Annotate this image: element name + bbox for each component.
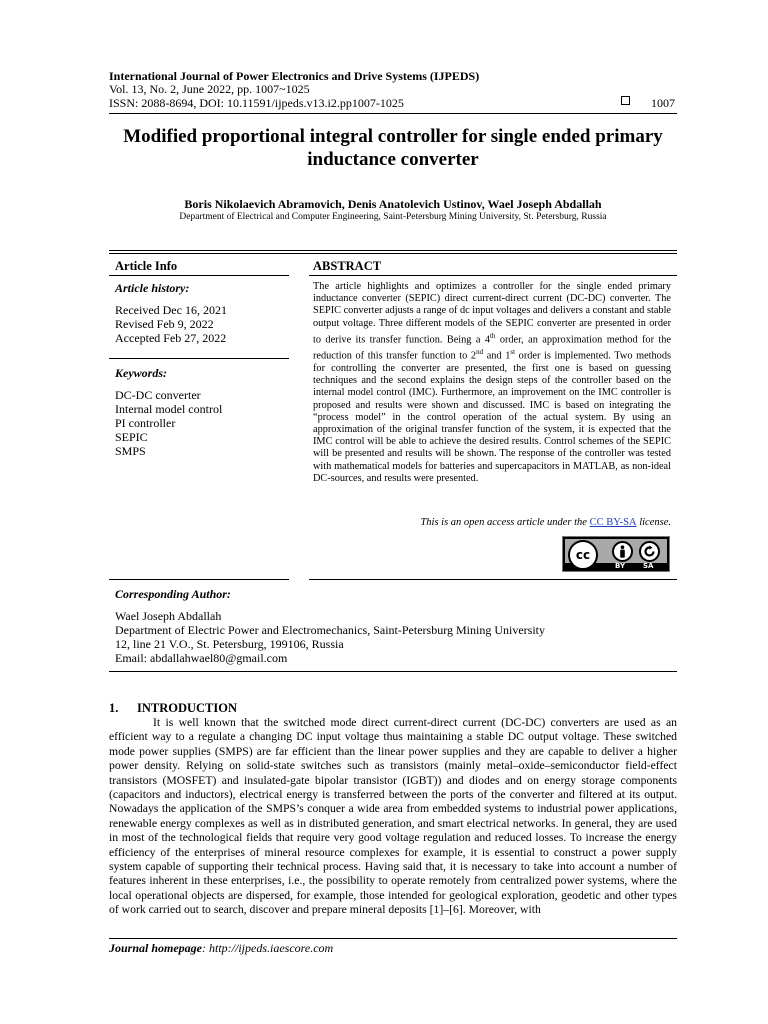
double-rule-bottom	[109, 253, 677, 254]
keywords-heading: Keywords:	[115, 366, 167, 380]
keyword-item: PI controller	[115, 416, 176, 430]
keyword-item: SEPIC	[115, 430, 148, 444]
header-rule	[109, 113, 677, 114]
sa-share-alike-icon	[639, 541, 660, 562]
abstract-bottom-rule	[309, 579, 677, 580]
corresponding-email[interactable]: Email: abdallahwael80@gmail.com	[115, 651, 288, 665]
corresponding-department: Department of Electric Power and Electromechanics, Saint-Petersburg Mining University	[115, 623, 545, 637]
paper-title: Modified proportional integral controller for single ended primary inductance converter	[123, 126, 663, 170]
journal-volume: Vol. 13, No. 2, June 2022, pp. 1007~1025	[109, 82, 310, 96]
journal-homepage[interactable]: Journal homepage: http://ijpeds.iaescore.com	[109, 941, 334, 955]
info-bottom-rule	[109, 579, 289, 580]
corresponding-heading: Corresponding Author:	[115, 587, 231, 601]
abstract-heading: ABSTRACT	[313, 259, 382, 273]
abstract-text: The article highlights and optimizes a controller for the single ended primary inductance converter (SEPIC) direct current-direct current (DC-DC) converter. The SEPIC converter adjusts a range of dc input voltages and delivers a constant and stable output voltage. Three different models of the SEPIC converter are presented in order to derive its transfer function. Being a 4th order, an approximation method for the reduction of this transfer function to 2nd and 1st order is implemented. Two methods for controlling the converter are presented, the first one is based on guessing techniques and the second explains the design steps of the controller based on the internal model control (IMC). Furthermore, an improvement on the IMC controller is proposed and results were shown and discussed. IMC is based on integrating the “process model” in the control operation of the actual system. By using an approximation of the original transfer function of the system, it is expected that the IMC control will be able to achieve the desired results. Control schemes of the SEPIC will be presented and results will be shown. The response of the controller was tested with mathematical models for batteries and supercapacitors in MATLAB, as non-ideal DC-sources, and results were presented.	[313, 281, 672, 484]
corresponding-name: Wael Joseph Abdallah	[115, 609, 222, 623]
journal-name: International Journal of Power Electronics and Drive Systems (IJPEDS)	[109, 69, 480, 83]
by-person-icon	[612, 541, 633, 562]
abstract-rule	[309, 275, 677, 276]
article-history-heading: Article history:	[115, 281, 190, 295]
history-list	[115, 303, 227, 345]
introduction-body	[109, 716, 677, 918]
revised-date: Revised Feb 9, 2022	[115, 317, 214, 331]
introduction-paragraph: It is well known that the switched mode direct current-direct current (DC-DC) converters are used as an efficient way to a regulate a changing DC input voltage thus maintaining a stable DC output voltage. These switched mode power supplies (SMPS) are far efficient than the linear power supplies and they are capable to deliver a higher power density. Relying on solid-state switches such as transistors (mainly metal–oxide–semiconductor field-effect transistors (MOSFET) and insulated-gate bipolar transistor (IGBT)) and diodes and on energy storage components (capacitors and inductors), electrical energy is transferred between the ports of the converter and filtered at its output. Nowadays the application of the SMPS’s conquer a wide area from embedded systems to industrial power applications, renewable energy complexes as well as in distributed generation, and smart electrical networks. In general, they are used in most of the technological fields that require very good voltage regulation and reduced losses. To increase the energy efficiency of the enterprises of mineral resource complexes for example, it is essential to construct a power supply system capable of supporting their technical process. Having said that, it is necessary to take into account a number of features inherent in these enterprises, i.e., the possibility to operate remotely from centralized power systems, where the local operational objects are dispersed, for example, those intended for geological exploration, geodetic and other types of work carried out to search, discover and prepare mineral deposits [1]–[6]. Moreover, with	[109, 716, 677, 917]
issn-doi: ISSN: 2088-8694, DOI: 10.11591/ijpeds.v13.i2.pp1007-1025	[109, 96, 404, 110]
by-label: BY	[615, 562, 626, 570]
article-info-heading: Article Info	[115, 259, 178, 273]
keyword-list	[115, 388, 222, 458]
keyword-item: DC-DC converter	[115, 388, 201, 402]
author-list: Boris Nikolaevich Abramovich, Denis Anatolevich Ustinov, Wael Joseph Abdallah	[184, 197, 602, 211]
cc-logo-icon: cc	[568, 540, 598, 570]
history-rule	[109, 358, 289, 359]
corresponding-rule	[109, 671, 677, 672]
keyword-item: SMPS	[115, 444, 146, 458]
corresponding-address: 12, line 21 V.O., St. Petersburg, 199106, Russia	[115, 637, 344, 651]
sa-label: SA	[643, 562, 654, 570]
open-access-note: This is an open access article under the CC BY-SA license.	[420, 517, 671, 528]
affiliation: Department of Electrical and Computer Engineering, Saint-Petersburg Mining University, St. Petersburg, Russia	[179, 212, 607, 222]
double-rule-top	[109, 250, 677, 251]
cc-by-sa-badge[interactable]	[562, 536, 670, 572]
page-number: 1007	[651, 96, 675, 110]
section-heading-introduction: 1. INTRODUCTION	[109, 701, 238, 715]
cc-by-sa-link[interactable]: CC BY-SA	[589, 517, 637, 528]
keyword-item: Internal model control	[115, 402, 223, 416]
accepted-date: Accepted Feb 27, 2022	[115, 331, 227, 345]
received-date: Received Dec 16, 2021	[115, 303, 227, 317]
footer-rule	[109, 938, 677, 939]
article-info-rule	[109, 275, 289, 276]
square-bullet-icon	[621, 96, 630, 105]
